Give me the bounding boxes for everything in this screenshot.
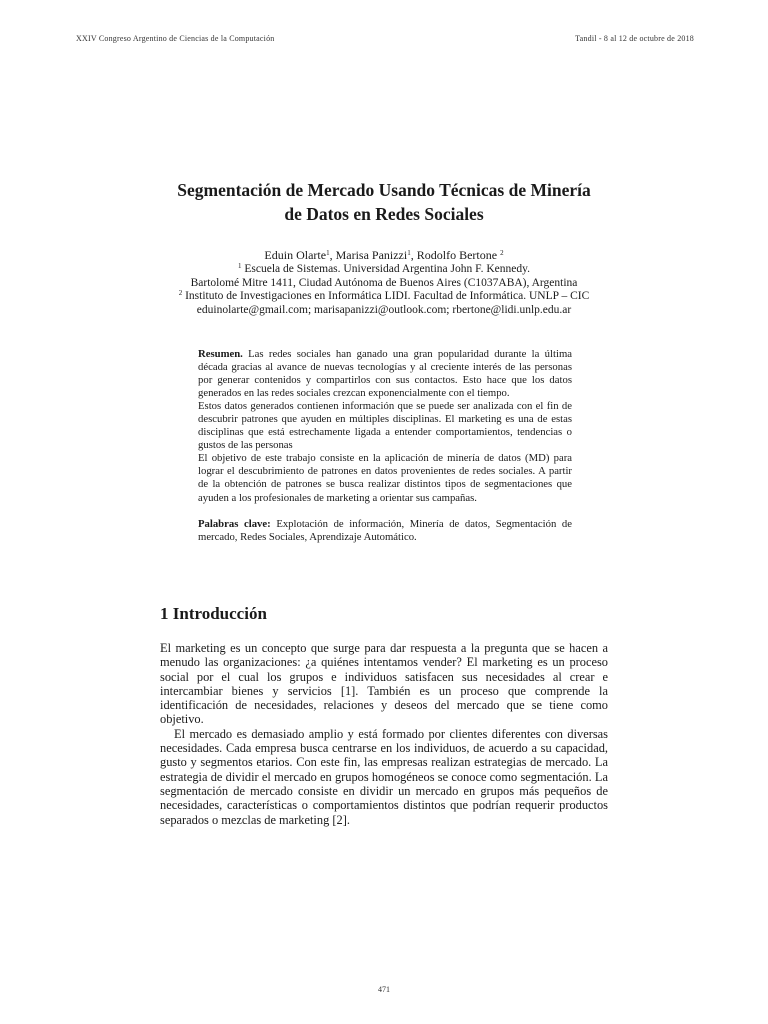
abstract-label: Resumen. [198, 348, 243, 360]
author-block [0, 248, 768, 317]
abstract [198, 348, 572, 544]
abstract-paragraph-1 [198, 348, 572, 400]
paper-title [0, 178, 768, 226]
keywords-label: Palabras clave: [198, 517, 271, 530]
body-paragraph-1: El marketing es un concepto que surge para dar respuesta a la pregunta que se hacen a menudo las organizaciones: ¿a quiénes intentamos vender? El marketing es un proceso social por el cual los grupos e individuos satisfacen sus necesidades al crear e intercambiar bienes y servicios [1]. También es un proceso que comprende la identificación de necesidades, relaciones y deseos del mercado que se tiene como objetivo. [160, 641, 608, 727]
author-name: Eduin Olarte [264, 248, 327, 262]
running-head [76, 34, 694, 43]
section-heading-introduction: 1 Introducción [160, 604, 267, 623]
running-head-conference: XXIV Congreso Argentino de Ciencias de la Computación [76, 34, 275, 43]
paper-title-line-1: Segmentación de Mercado Usando Técnicas de Minería [177, 180, 591, 200]
affiliation-2 [0, 290, 768, 304]
running-head-dates: Tandil - 8 al 12 de octubre de 2018 [575, 34, 694, 43]
author-emails: eduinolarte@gmail.com; marisapanizzi@outlook.com; rbertone@lidi.unlp.edu.ar [196, 303, 572, 316]
keywords-text: Explotación de información, Minería de datos, Segmentación de mercado, Redes Sociales, Aprendizaje Automático. [198, 517, 572, 543]
keywords [198, 518, 572, 544]
body-paragraph-2: El mercado es demasiado amplio y está formado por clientes diferentes con diversas necesidades. Cada empresa busca centrarse en los individuos, de acuerdo a su capacidad, gusto y segmentos etarios. Con este fin, las empresas realizan estrategias de mercado. La estrategia de dividir el mercado en grupos homogéneos se conoce como segmentación. La segmentación de mercado consiste en dividir un mercado en grupos más pequeños de necesidades, características o comportamientos distintos que podrían requerir productos separados o mezclas de marketing [2]. [160, 726, 608, 827]
affiliation-mark: 1 [326, 249, 330, 257]
affiliation-mark: 2 [178, 289, 183, 297]
page-number: 471 [378, 985, 390, 994]
affiliation-mark: 1 [238, 262, 242, 270]
paper-title-line-2: de Datos en Redes Sociales [284, 204, 484, 224]
author-name: Rodolfo Bertone [416, 248, 498, 262]
author-names [0, 248, 768, 263]
affiliation-mark: 2 [500, 249, 504, 257]
affiliation-2-text: Instituto de Investigaciones en Informática LIDI. Facultad de Informática. UNLP – CIC [185, 290, 590, 302]
abstract-text-1: Las redes sociales han ganado una gran popularidad durante la última década gracias al avance de nuevas tecnologías y al creciente interés de las personas por generar contenidos y compartirlos con sus contactos. Esto hace que los datos generados en las redes sociales crezcan exponencialmente con el tiempo. [198, 348, 572, 400]
affiliation-1-address: Bartolomé Mitre 1411, Ciudad Autónoma de Buenos Aires (C1037ABA), Argentina [190, 276, 578, 289]
affiliation-1 [0, 263, 768, 277]
affiliation-mark: 1 [407, 249, 411, 257]
affiliation-1-text: Escuela de Sistemas. Universidad Argentina John F. Kennedy. [244, 263, 530, 275]
author-separator: , [329, 248, 336, 262]
author-separator: , [410, 248, 417, 262]
author-name: Marisa Panizzi [335, 248, 408, 262]
section-body-introduction [160, 641, 608, 827]
abstract-paragraph-2: Estos datos generados contienen información que se puede ser analizada con el fin de descubrir patrones que ayuden en múltiples disciplinas. El marketing es una de estas disciplinas que está estrechamente ligada a entender comportamientos, tendencias o gustos de las personas [198, 400, 572, 452]
abstract-paragraph-3: El objetivo de este trabajo consiste en la aplicación de minería de datos (MD) para lograr el descubrimiento de patrones en datos provenientes de redes sociales. A partir de la obtención de patrones se busca realizar distintos tipos de segmentaciones que ayuden a los profesionales de marketing a orientar sus campañas. [198, 452, 572, 504]
